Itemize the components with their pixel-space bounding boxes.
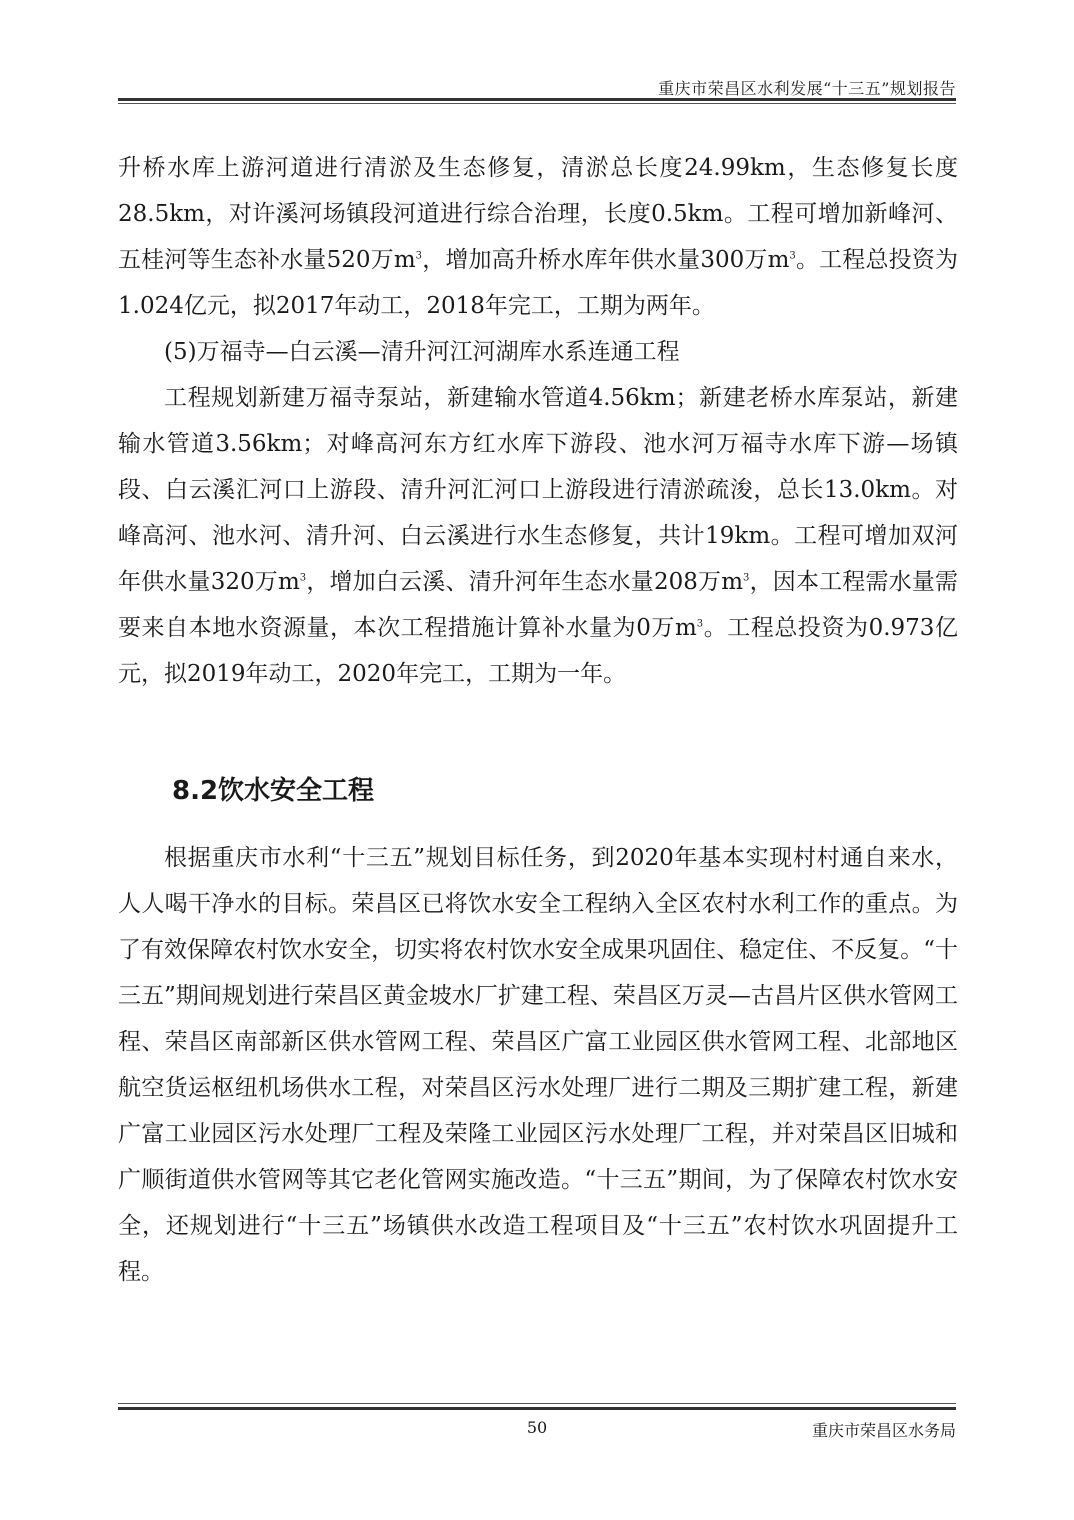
footer-rule bbox=[118, 1407, 956, 1410]
paragraph-text: 升桥水库上游河道进行清淤及生态修复，清淤总长度24.99km，生态修复长度28.5km，对许溪河场镇段河道进行综合治理，长度0.5km。工程可增加新峰河、五桂河等生态补水量520万m bbox=[118, 155, 958, 273]
page-number: 50 bbox=[526, 1418, 548, 1437]
footer-rule-thin bbox=[118, 1403, 956, 1404]
superscript: 3 bbox=[743, 572, 750, 584]
paragraph: 根据重庆市水利“十三五”规划目标任务，到2020年基本实现村村通自来水，人人喝干净水的目标。荣昌区已将饮水安全工程纳入全区农村水利工作的重点。为了有效保障农村饮水安全，切实将农村饮水安全成果巩固住、稳定住、不反复。“十三五”期间规划进行荣昌区黄金坡水厂扩建工程、荣昌区万灵—古昌片区供水管网工程、荣昌区南部新区供水管网工程、荣昌区广富工业园区供水管网工程、北部地区航空货运枢纽机场供水工程，对荣昌区污水处理厂进行二期及三期扩建工程，新建广富工业园区污水处理厂工程及荣隆工业园区污水处理厂工程，并对荣昌区旧城和广顺街道供水管网等其它老化管网实施改造。“十三五”期间，为了保障农村饮水安全，还规划进行“十三五”场镇供水改造工程项目及“十三五”农村饮水巩固提升工程。 bbox=[118, 845, 958, 1285]
paragraph-text: 。工程总投资为1.024亿元，拟2017年动工，2018年完工，工期为两年。 bbox=[118, 247, 958, 319]
running-header-title: 重庆市荣昌区水利发展“十三五”规划报告 bbox=[658, 79, 956, 98]
header-rule bbox=[118, 98, 956, 101]
section-heading: 8.2饮水安全工程 bbox=[172, 776, 375, 806]
paragraph bbox=[118, 375, 958, 697]
body-text-block bbox=[118, 145, 958, 697]
paragraph-text: ，增加白云溪、清升河年生态水量208万m bbox=[306, 569, 744, 595]
paragraph-text: 工程规划新建万福寺泵站，新建输水管道4.56km；新建老桥水库泵站，新建输水管道3.56km；对峰高河东方红水库下游段、池水河万福寺水库下游—场镇段、白云溪汇河口上游段、清升河汇河口上游段进行清淤疏浚，总长13.0km。对峰高河、池水河、清升河、白云溪进行水生态修复，共计19km。工程可增加双河年供水量320万m bbox=[118, 385, 958, 595]
paragraph-text: 。工程总投资为0.973亿元，拟2019年动工，2020年完工，工期为一年。 bbox=[118, 615, 958, 687]
superscript: 3 bbox=[789, 250, 796, 262]
superscript: 3 bbox=[696, 618, 704, 630]
footer-organization: 重庆市荣昌区水务局 bbox=[811, 1421, 956, 1440]
paragraph-continued bbox=[118, 145, 958, 329]
body-text-block-2 bbox=[118, 835, 958, 1295]
header-rule-thin bbox=[118, 103, 956, 104]
paragraph-text: ，因本工程需水量需要来自本地水资源量，本次工程措施计算补水量为0万m bbox=[118, 569, 959, 641]
paragraph-text: ，增加高升桥水库年供水量300万m bbox=[422, 247, 790, 273]
superscript: 3 bbox=[299, 572, 307, 584]
superscript: 3 bbox=[415, 250, 423, 262]
sub-item-title: (5)万福寺—白云溪—清升河江河湖库水系连通工程 bbox=[164, 339, 680, 365]
